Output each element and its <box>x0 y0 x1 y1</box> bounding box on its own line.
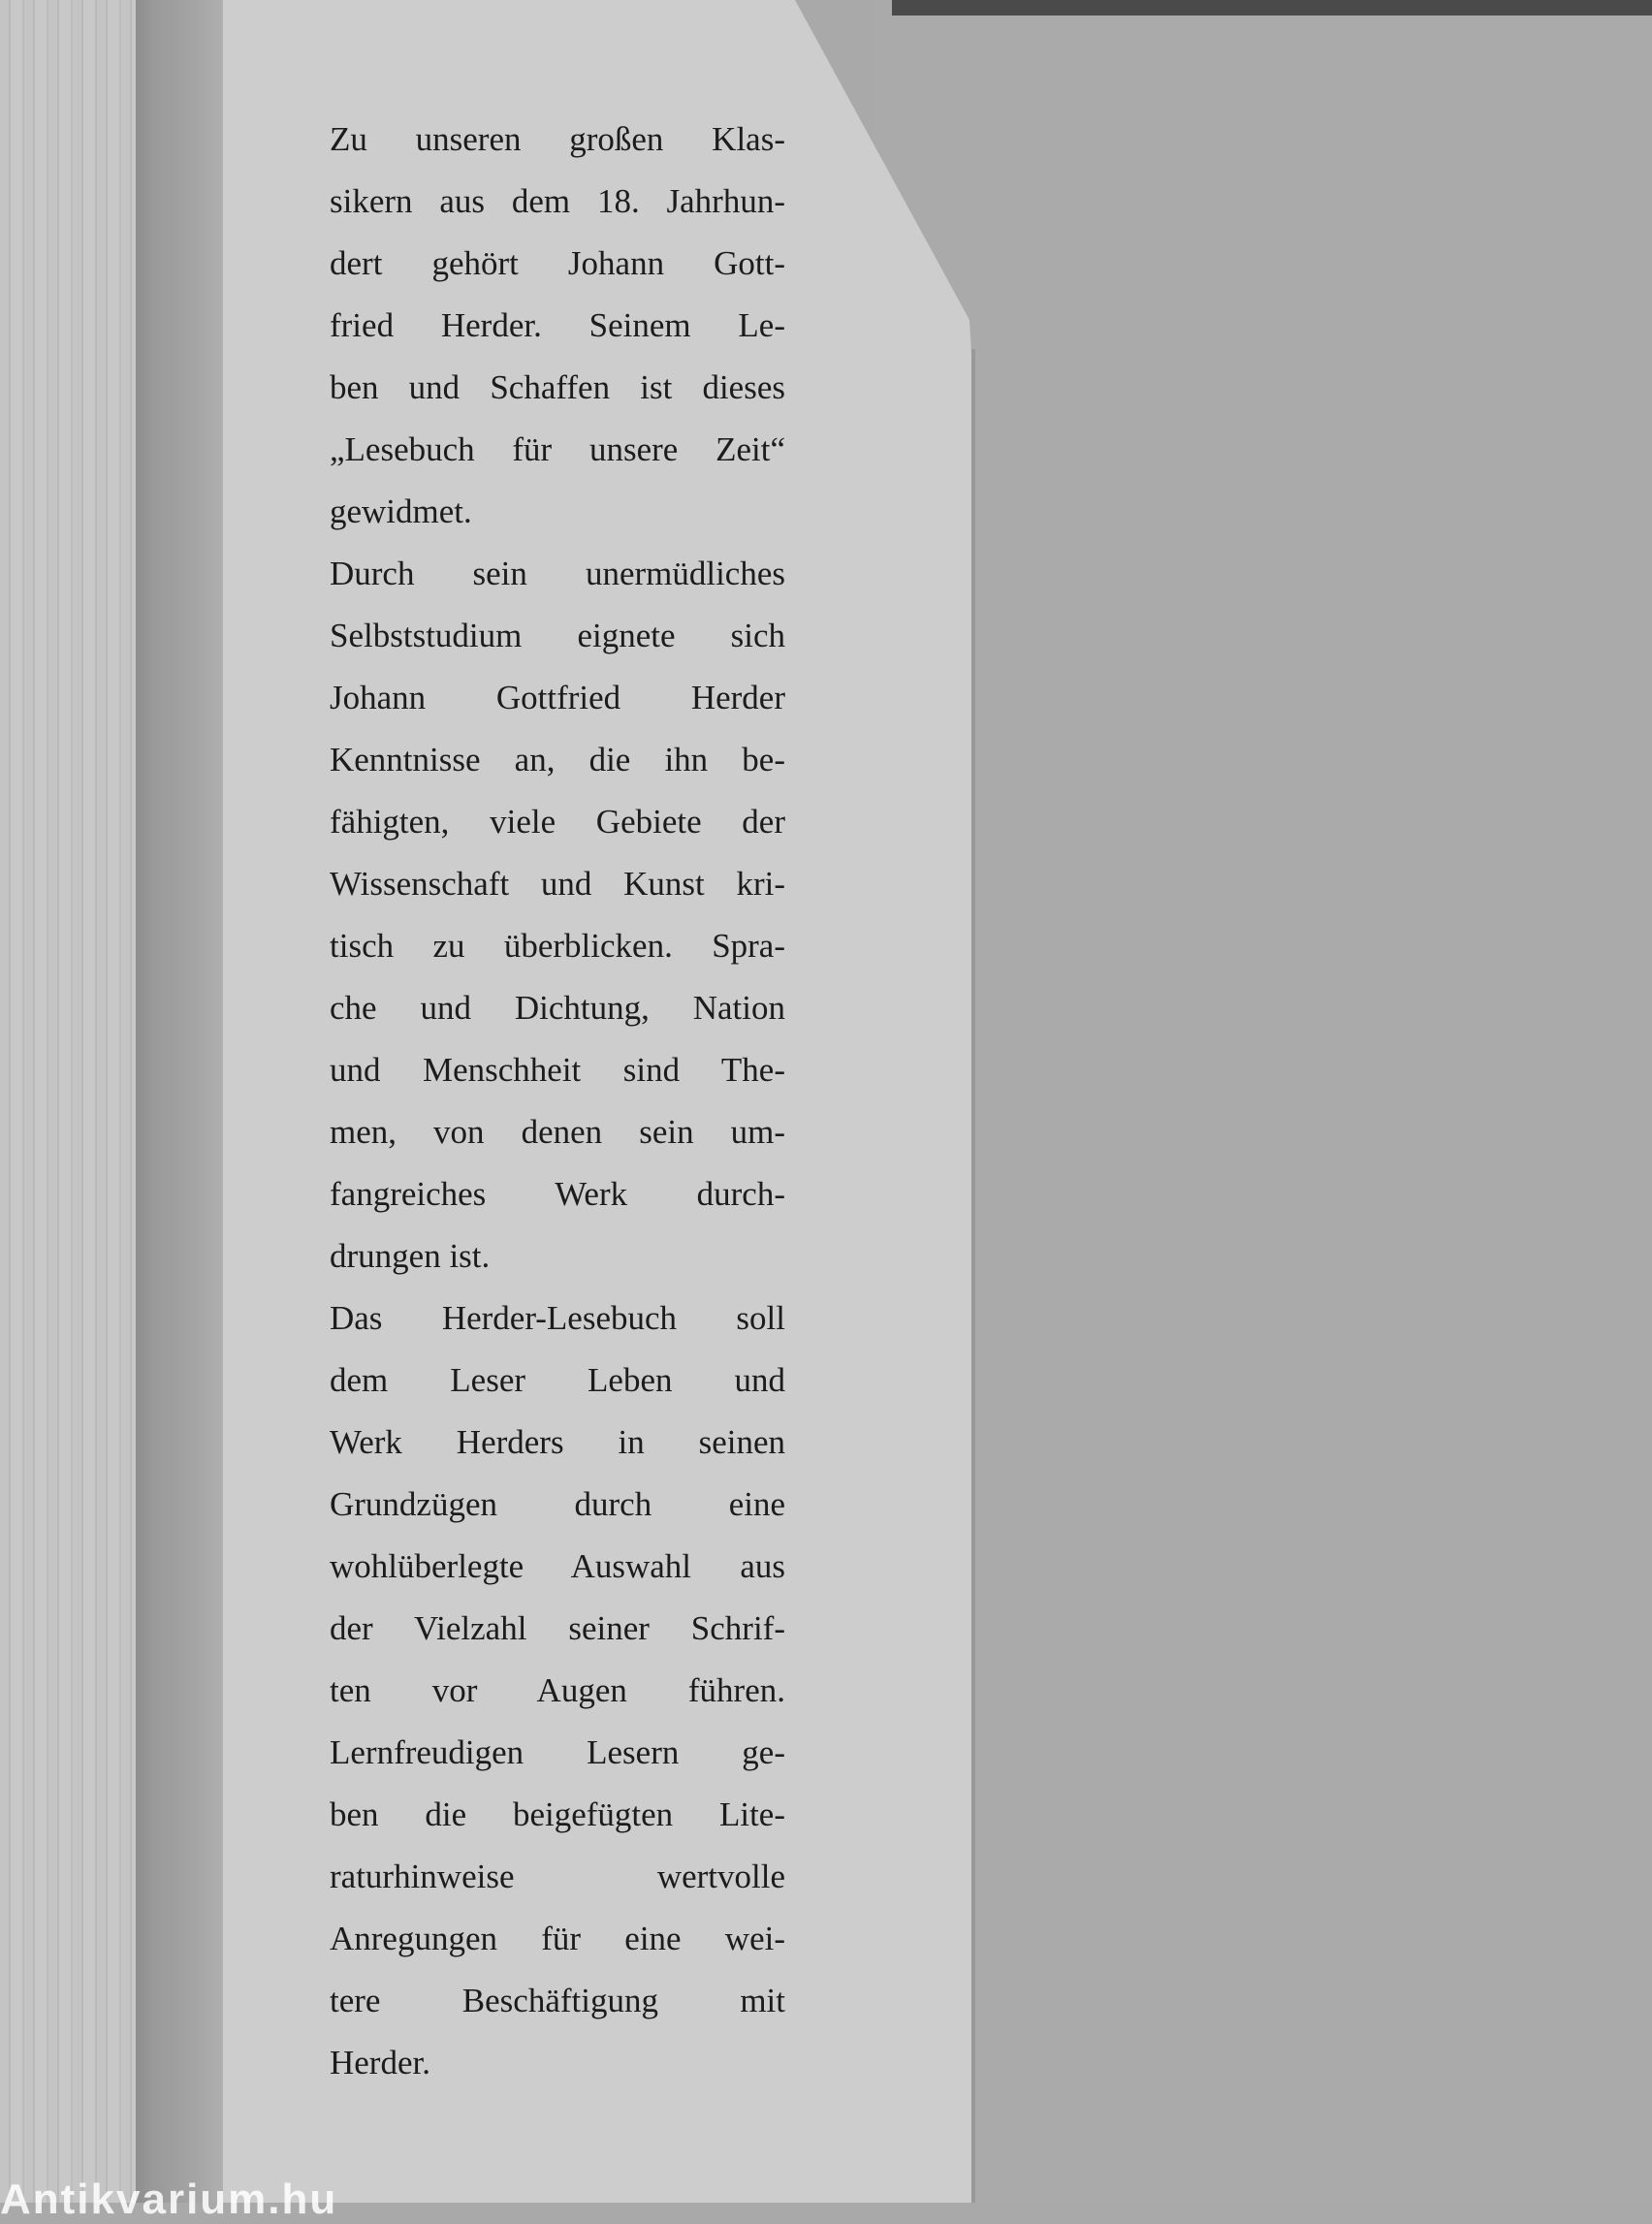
text-line <box>330 1598 785 1660</box>
text-line-content: ten vor Augen führen. <box>330 1671 785 1709</box>
watermark: Antikvarium.hu <box>0 2176 338 2223</box>
text-line <box>330 2032 785 2094</box>
text-line <box>330 977 785 1039</box>
text-line <box>330 109 785 171</box>
text-line-content: sikern aus dem 18. Jahrhun- <box>330 182 785 220</box>
text-line-content: Herder. <box>330 2044 430 2081</box>
cover-top-edge <box>892 0 1652 16</box>
text-line-content: fähigten, viele Gebiete der <box>330 803 785 841</box>
text-line <box>330 1722 785 1784</box>
text-line <box>330 1412 785 1474</box>
text-line <box>330 1474 785 1536</box>
text-line-content: raturhinweise wertvolle <box>330 1858 785 1895</box>
text-line-content: drungen ist. <box>330 1237 491 1275</box>
text-line <box>330 1039 785 1101</box>
text-line <box>330 295 785 357</box>
text-line <box>330 791 785 853</box>
text-line <box>330 357 785 419</box>
text-line <box>330 1163 785 1225</box>
text-line <box>330 1101 785 1163</box>
text-line <box>330 481 785 543</box>
text-line-content: Zu unseren großen Klas- <box>330 120 785 158</box>
text-line-content: men, von denen sein um- <box>330 1113 785 1151</box>
text-line-content: der Vielzahl seiner Schrif- <box>330 1609 785 1647</box>
text-line-content: Johann Gottfried Herder <box>330 679 785 716</box>
text-line-content: Das Herder-Lesebuch soll <box>330 1299 785 1337</box>
text-line <box>330 915 785 977</box>
text-line <box>330 1908 785 1970</box>
text-line-content: Wissenschaft und Kunst kri- <box>330 865 785 903</box>
text-line <box>330 729 785 791</box>
text-line <box>330 1350 785 1412</box>
text-line-content: Kenntnisse an, die ihn be- <box>330 741 785 778</box>
text-line-content: Durch sein unermüdliches <box>330 555 785 592</box>
book-spine-band <box>136 0 225 2203</box>
text-line <box>330 1660 785 1722</box>
text-line-content: gewidmet. <box>330 492 472 530</box>
text-line <box>330 419 785 481</box>
flap-blurb-text <box>330 109 785 2094</box>
text-line <box>330 1784 785 1846</box>
text-line-content: fried Herder. Seinem Le- <box>330 306 785 344</box>
wooden-surface <box>0 0 145 2203</box>
text-line-content: wohlüberlegte Auswahl aus <box>330 1547 785 1585</box>
text-line-content: che und Dichtung, Nation <box>330 989 785 1027</box>
text-line <box>330 667 785 729</box>
text-line <box>330 853 785 915</box>
text-line-content: Anregungen für eine wei- <box>330 1920 785 1957</box>
text-line-content: Selbststudium eignete sich <box>330 617 785 654</box>
text-line-content: und Menschheit sind The- <box>330 1051 785 1089</box>
text-line <box>330 605 785 667</box>
text-line <box>330 171 785 233</box>
text-line-content: tere Beschäftigung mit <box>330 1982 785 2019</box>
text-line-content: Grundzügen durch eine <box>330 1485 785 1523</box>
text-line <box>330 1970 785 2032</box>
text-line <box>330 1846 785 1908</box>
book-cover-background <box>873 0 1652 2203</box>
text-line-content: dem Leser Leben und <box>330 1361 785 1399</box>
text-line-content: Lernfreudigen Lesern ge- <box>330 1733 785 1771</box>
text-line-content: fangreiches Werk durch- <box>330 1175 785 1213</box>
text-line <box>330 543 785 605</box>
text-line <box>330 1225 785 1287</box>
text-line-content: „Lesebuch für unsere Zeit“ <box>330 430 785 468</box>
text-line-content: tisch zu überblicken. Spra- <box>330 927 785 965</box>
text-line-content: Werk Herders in seinen <box>330 1423 785 1461</box>
text-line <box>330 233 785 295</box>
text-line <box>330 1287 785 1350</box>
text-line <box>330 1536 785 1598</box>
text-line-content: ben und Schaffen ist dieses <box>330 368 785 406</box>
text-line-content: dert gehört Johann Gott- <box>330 244 785 282</box>
text-line-content: ben die beigefügten Lite- <box>330 1795 785 1833</box>
